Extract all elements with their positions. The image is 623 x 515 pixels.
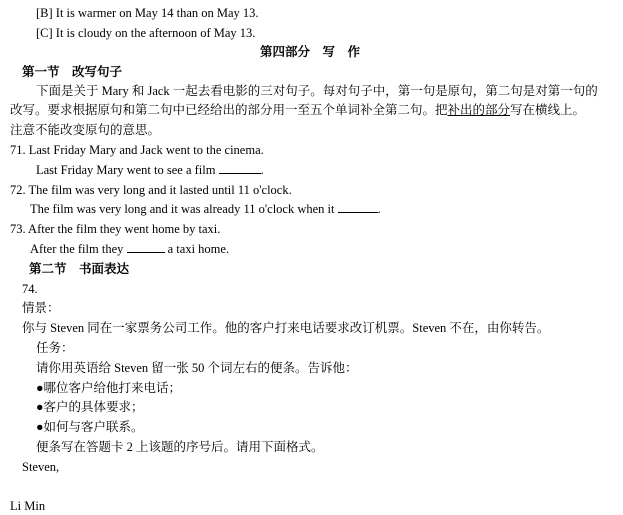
q71-rewrite: Last Friday Mary went to see a film .: [36, 163, 264, 177]
section1-heading: 第一节 改写句子: [22, 65, 123, 79]
q73-original: 73. After the film they went home by taxi.: [10, 222, 221, 236]
situation-label: 情景：: [22, 301, 60, 315]
q71-original: 71. Last Friday Mary and Jack went to the cinema.: [10, 143, 264, 157]
task-label: 任务：: [36, 341, 74, 355]
bullet-item-2: ●客户的具体要求；: [36, 400, 144, 414]
q74-number: 74.: [22, 282, 38, 296]
salutation: Steven,: [22, 460, 60, 474]
instruction-line-2: 改写。要求根据原句和第二句中已经给出的部分用一至五个单词补全第二句。把补出的部分写在横线上。: [10, 103, 586, 117]
situation-text: 你与 Steven 同在一家票务公司工作。他的客户打来电话要求改订机票。Steven 不在，由你转告。: [22, 321, 550, 335]
answer-blank[interactable]: [338, 201, 378, 213]
part4-heading: 第四部分 写 作: [260, 45, 361, 59]
answer-blank[interactable]: [127, 241, 165, 253]
bullet-item-1: ●哪位客户给他打来电话；: [36, 381, 182, 395]
q72-rewrite: The film was very long and it was already 11 o'clock when it .: [30, 202, 381, 216]
answer-blank[interactable]: [219, 162, 261, 174]
instruction-line-3: 注意不能改变原句的意思。: [10, 123, 161, 137]
option-b: [B] It is warmer on May 14 than on May 13.: [36, 6, 259, 20]
underlined-phrase: 补出的部分: [447, 103, 511, 117]
format-note: 便条写在答题卡 2 上该题的序号后。请用下面格式。: [36, 440, 324, 454]
q73-rewrite: After the film they a taxi home.: [30, 242, 230, 256]
section2-heading: 第二节 书面表达: [29, 262, 130, 276]
instruction-line-1: 下面是关于 Mary 和 Jack 一起去看电影的三对句子。每对句子中，第一句是原句，第二句是对第一句的: [36, 84, 598, 98]
q72-original: 72. The film was very long and it lasted until 11 o'clock.: [10, 183, 292, 197]
task-text: 请你用英语给 Steven 留一张 50 个词左右的便条。告诉他：: [36, 361, 358, 375]
option-c: [C] It is cloudy on the afternoon of May 13.: [36, 26, 256, 40]
bullet-item-3: ●如何与客户联系。: [36, 420, 144, 434]
signature: Li Min: [10, 499, 46, 513]
